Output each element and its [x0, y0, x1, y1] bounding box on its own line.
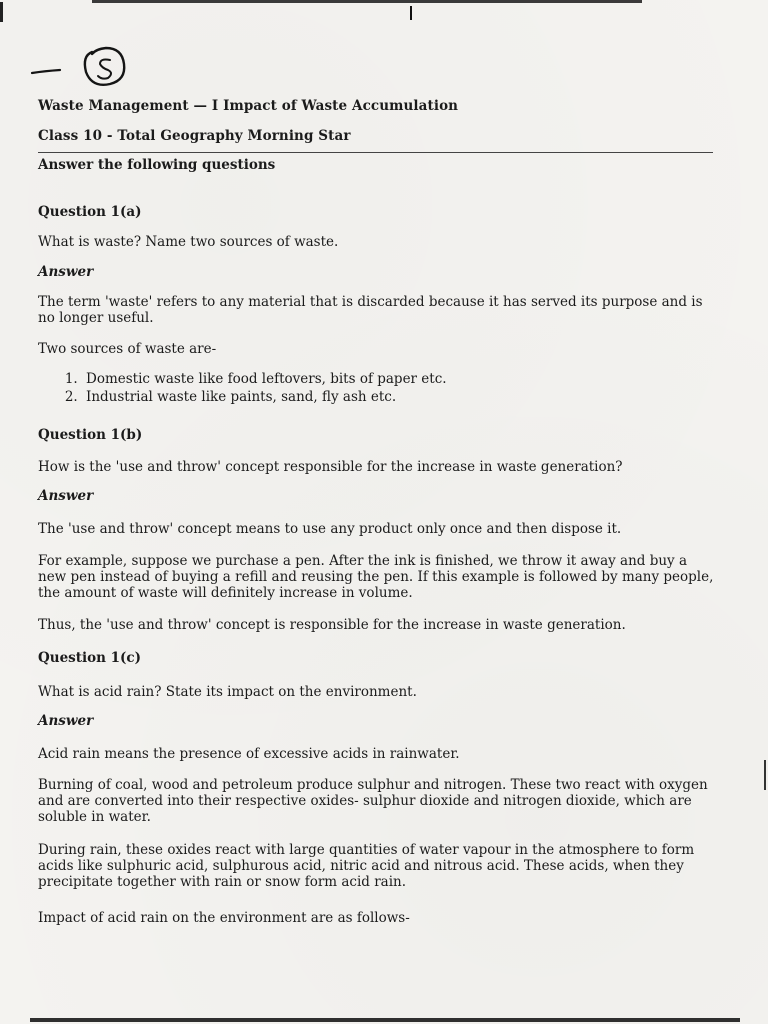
answer-paragraph: The 'use and throw' concept means to use any product only once and then dispose it.	[38, 521, 622, 537]
scan-top-border	[92, 0, 642, 3]
question-text: How is the 'use and throw' concept responsible for the increase in waste generation?	[38, 459, 623, 475]
scan-edge-mark	[0, 2, 3, 22]
question-block	[38, 204, 142, 220]
answer-paragraph: Impact of acid rain on the environment are as follows-	[38, 910, 410, 926]
answer-paragraph: During rain, these oxides react with large quantities of water vapour in the atmosphere to form acids like sulphuric acid, sulphurous acid, nitric acid and nitrous acid. These acids, when they precipitate together with rain or snow form acid rain.	[38, 842, 695, 890]
answer-label: Answer	[38, 713, 94, 729]
question-label: Question 1(a)	[38, 204, 142, 220]
answer-list	[38, 370, 678, 406]
header-divider	[38, 152, 713, 153]
question-block	[38, 650, 141, 666]
question-block	[38, 427, 142, 443]
instruction-text: Answer the following questions	[38, 157, 276, 173]
scan-edge-mark-right	[764, 760, 766, 790]
question-text: What is waste? Name two sources of waste.	[38, 234, 339, 250]
answer-paragraph: The term 'waste' refers to any material that is discarded because it has served its purpose and is no longer useful.	[38, 294, 703, 326]
scan-tick-mark	[410, 6, 412, 20]
document-subtitle: Class 10 - Total Geography Morning Star	[38, 128, 351, 144]
answer-paragraph: Thus, the 'use and throw' concept is responsible for the increase in waste generation.	[38, 617, 626, 633]
answer-paragraph: Burning of coal, wood and petroleum produce sulphur and nitrogen. These two react with oxygen and are converted into their respective oxides- sulphur dioxide and nitrogen dioxide, which are soluble in water.	[38, 777, 708, 825]
handwritten-page-number-mark	[30, 40, 140, 90]
question-label: Question 1(c)	[38, 650, 142, 666]
list-item: 2. Industrial waste like paints, sand, fly ash etc.	[82, 388, 678, 406]
answer-paragraph: For example, suppose we purchase a pen. After the ink is finished, we throw it away and buy a new pen instead of buying a refill and reusing the pen. If this example is followed by many people, the amount of waste will definitely increase in volume.	[38, 553, 714, 601]
document-title: Waste Management — I Impact of Waste Accumulation	[38, 98, 459, 114]
answer-paragraph: Two sources of waste are-	[38, 341, 217, 357]
answer-paragraph: Acid rain means the presence of excessive acids in rainwater.	[38, 746, 460, 762]
list-item: 1. Domestic waste like food leftovers, bits of paper etc.	[82, 370, 678, 388]
answer-label: Answer	[38, 488, 94, 504]
question-label: Question 1(b)	[38, 427, 143, 443]
question-text: What is acid rain? State its impact on the environment.	[38, 684, 417, 700]
answer-label: Answer	[38, 264, 94, 280]
scan-bottom-border	[30, 1018, 740, 1022]
